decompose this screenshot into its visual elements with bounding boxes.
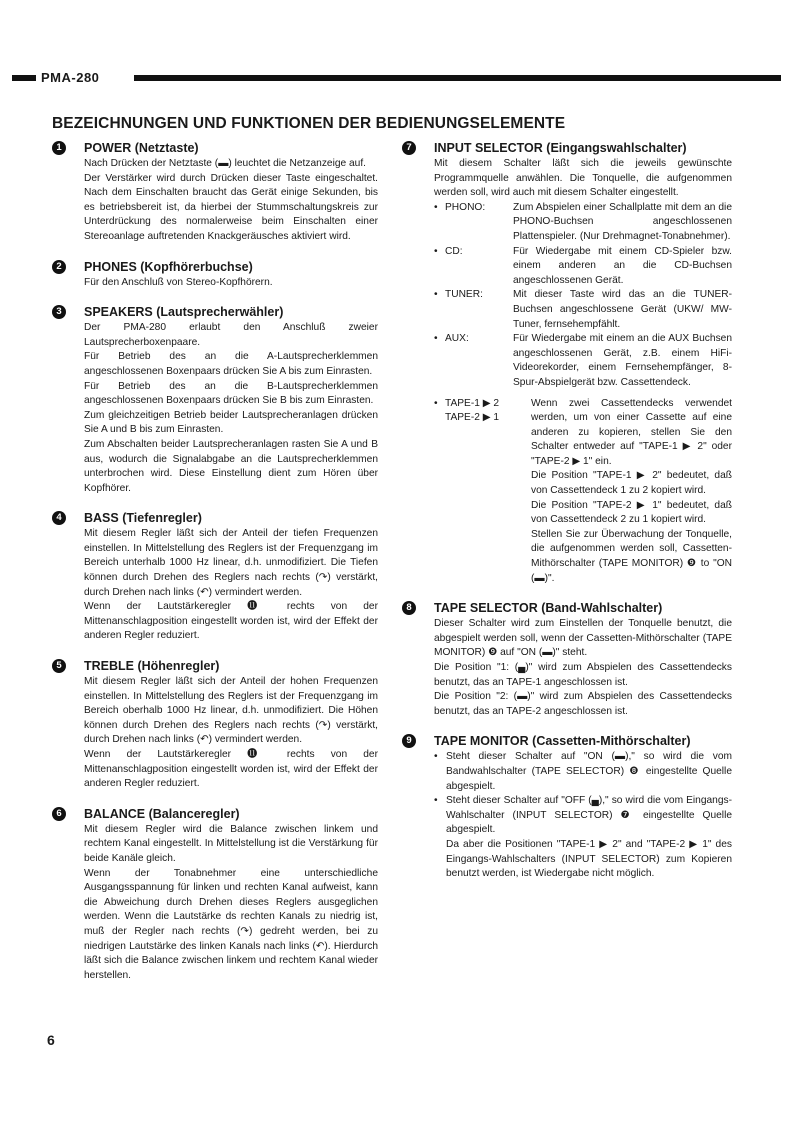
item-text: Da aber die Positionen "TAPE-1 ▶ 2" and "TAPE-2 ▶ 1" des Eingangs-Wahlschalters (INPUT SELECTOR) zum Kopieren benutzt werden, ist Wiedergabe nicht möglich. — [446, 838, 732, 880]
item-label: TUNER: — [445, 289, 483, 301]
bullet: • — [434, 245, 438, 257]
list-item — [434, 794, 732, 882]
section-power — [52, 140, 378, 245]
section-number: 9 — [402, 734, 416, 748]
paragraph: Wenn zwei Cassettendecks verwendet werden, um von einer Cassette auf eine anderen zu kopieren, stellen Sie den Schalter entweder auf "TAPE-1 ▶ 2" oder "TAPE-2 ▶ 1" ein. — [531, 397, 732, 467]
section-tape-selector — [402, 600, 732, 719]
item-label: AUX: — [445, 333, 469, 345]
section-number: 7 — [402, 141, 416, 155]
paragraph: Der PMA-280 erlaubt den Anschluß zweier Lautsprecherboxenpaare. — [84, 322, 378, 348]
bullet: • — [434, 333, 438, 345]
tape-labels — [445, 397, 531, 587]
section-title: TAPE SELECTOR (Band-Wahlschalter) — [434, 601, 663, 616]
model-name: PMA-280 — [41, 70, 103, 85]
section-title: BALANCE (Balanceregler) — [84, 806, 240, 821]
item-text: Mit dieser Taste wird das an die TUNER-Buchsen angeschlossene Gerät (UKW/ MW-Tuner, fernsehempfählt. — [513, 289, 732, 330]
item-text: Steht dieser Schalter auf "ON (▬)," so wird die vom Bandwahlschalter (TAPE SELECTOR) ❽ eingestellte Quelle abgespielt. — [446, 751, 732, 792]
section-title: INPUT SELECTOR (Eingangswahlschalter) — [434, 141, 687, 155]
item-text: Für Wiedergabe mit einem CD-Spieler bzw. einem anderen an die CD-Buchsen angeschlossenen Gerät. — [513, 245, 732, 286]
paragraph: Mit diesem Regler läßt sich der Anteil der hohen Frequenzen einstellen. In Mittelstellung des Reglers ist der Frequenzgang im Bereich oberhalb 1000 Hz linear, d.h. unmodifiziert. Die Höhen können durch Drehen des Reglers nach rechts (↷) verstärkt, durch Drehen nach links (↶) vermindert werden. — [84, 676, 378, 746]
section-title: TAPE MONITOR (Cassetten-Mithörschalter) — [434, 734, 691, 749]
item-text: Zum Abspielen einer Schallplatte mit dem an die PHONO-Buchsen angeschlossenen Plattenspieler. (Nur Drehmagnet-Tonabnehmer). — [513, 201, 732, 242]
section-number: 2 — [52, 260, 66, 274]
section-number: 4 — [52, 511, 66, 525]
list-item — [434, 201, 732, 245]
section-phones — [52, 259, 378, 291]
section-number: 1 — [52, 141, 66, 155]
right-column — [402, 140, 732, 896]
paragraph: Wenn der Lautstärkeregler ⓫ rechts von der Mittenanschlagposition eingestellt worden ist, wird der Effekt der anderen Regler reduziert. — [84, 749, 378, 790]
section-speakers — [52, 304, 378, 496]
section-number: 6 — [52, 807, 66, 821]
paragraph: Für den Anschluß von Stereo-Kopfhörern. — [84, 276, 273, 288]
section-number: 3 — [52, 305, 66, 319]
bullet: • — [434, 201, 438, 213]
section-title: SPEAKERS (Lautsprecherwähler) — [84, 305, 284, 320]
section-title: TREBLE (Höhenregler) — [84, 659, 220, 674]
list-item — [434, 750, 732, 794]
item-label: CD: — [445, 245, 463, 257]
section-number: 8 — [402, 601, 416, 615]
list-item — [434, 245, 732, 289]
bullet: • — [434, 397, 438, 409]
tape-list-item — [434, 397, 732, 587]
section-bass — [52, 510, 378, 644]
bullet: • — [434, 751, 438, 763]
item-text: Für Wiedergabe mit einem an die AUX Buchsen angeschlossenen Gerät, z.B. einem HiFi-Videorekorder, einem Fernsehempfänger, 8-Spur-Abspielgerät bzw. Cassettendeck. — [513, 333, 732, 388]
paragraph: Für Betrieb des an die B-Lautsprecherklemmen angeschlossenen Boxenpaars drücken Sie B bis zum Einrasten. — [84, 380, 378, 407]
paragraph: Die Position "2: (▬)" wird zum Abspielen des Cassettendecks benutzt, das an TAPE-2 angeschlossen ist. — [434, 691, 732, 717]
paragraph: Zum gleichzeitigen Betrieb beider Lautsprecheranlagen drücken Sie A und B bis zum Einrasten. — [84, 409, 378, 436]
section-number: 5 — [52, 659, 66, 673]
paragraph: Mit diesem Regler läßt sich der Anteil der tiefen Frequenzen einstellen. In Mittelstellung des Reglers ist der Frequenzgang im Bereich unterhalb 1000 Hz linear, d.h. unmodifiziert. Die Tiefen können durch Drehen des Reglers nach rechts (↷) verstärkt, durch Drehen nach links (↶) vermindert werden. — [84, 528, 378, 598]
bullet: • — [434, 289, 438, 301]
section-balance — [52, 806, 378, 984]
tape2-label: TAPE-2 ▶ 1 — [445, 412, 500, 424]
left-column — [52, 140, 378, 997]
paragraph: Mit diesem Regler wird die Balance zwischen linkem und rechtem Kanal eingestellt. In Mittelstellung ist die Verstärkung für beide Kanäle gleich. — [84, 823, 378, 864]
header-lead-bar — [12, 75, 36, 81]
header-rule — [134, 75, 781, 81]
item-label: PHONO: — [445, 201, 486, 213]
paragraph: Wenn der Tonabnehmer eine unterschiedliche Ausgangsspannung für linken und rechten Kanal aufweist, kann die Abweichung durch Drehen dieses Reglers ausgeglichen werden. Wenn die Lautstärke ds rechten Kanals zu niedrig ist, muß der Regler nach rechts (↷) gedreht werden, bei zu niedrigen Lautstärke des linken Kanals nach links (↶). Hierdurch läßt sich die Balance zwischen linkem und rechtem Kanal wieder herstellen. — [84, 867, 378, 981]
paragraph: Nach Drücken der Netztaste (▬) leuchtet die Netzanzeige auf. — [84, 158, 366, 169]
tape-text — [531, 397, 732, 587]
section-treble — [52, 658, 378, 792]
section-input-selector — [402, 140, 732, 586]
paragraph: Die Position "TAPE-1 ▶ 2" bedeutet, daß von Cassettendeck 1 zu 2 kopiert wird. — [531, 470, 732, 497]
list-item — [434, 288, 732, 332]
section-title: PHONES (Kopfhörerbuchse) — [84, 259, 253, 274]
paragraph: Zum Abschalten beider Lautsprecheranlagen rasten Sie A und B aus, wodurch die Signalabgabe an die Lautsprecherklemmen unterbrochen wird. Diese Einstellung dient zum Hören über Kopfhörer. — [84, 438, 378, 494]
paragraph: Mit diesem Schalter läßt sich die jeweils gewünschte Programmquelle anwählen. Die Tonquelle, die aufgenommen werden soll, wird auch mit diesem Schalter eingestellt. — [434, 158, 732, 199]
section-title: BASS (Tiefenregler) — [84, 511, 202, 526]
tape1-label: TAPE-1 ▶ 2 — [445, 397, 500, 409]
paragraph: Für Betrieb des an die A-Lautsprecherklemmen angeschlossenen Boxenpaars drücken Sie A bis zum Einrasten. — [84, 351, 378, 377]
header-bar — [12, 71, 781, 85]
section-title: POWER (Netztaste) — [84, 141, 199, 155]
paragraph: Stellen Sie zur Überwachung der Tonquelle, die aufgenommen werden soll, Cassetten-Mithörschalter (TAPE MONITOR) ❾ to "ON (▬)". — [531, 528, 732, 584]
paragraph: Der Verstärker wird durch Drücken dieser Taste eingeschaltet. Nach dem Einschalten braucht das Gerät einige Sekunden, bis es betriebsbereit ist, da hierbei der Stummschaltungskreis zur Unterdrückung des normalerweise beim Einschalten einer Stereoanlage auftretenden Knackgeräusches aktiviert wird. — [84, 172, 378, 242]
section-tape-monitor — [402, 733, 732, 881]
paragraph: Dieser Schalter wird zum Einstellen der Tonquelle benutzt, die abgespielt werden soll, wenn der Cassetten-Mithörschalter (TAPE MONITOR) ❾ auf "ON (▬)" steht. — [434, 618, 732, 659]
bullet: • — [434, 795, 438, 807]
page-number: 6 — [47, 1032, 55, 1048]
item-text: Steht dieser Schalter auf "OFF (▄)," so wird die vom Eingangs-Wahlschalter (INPUT SELECTOR) ❼ eingestellte Quelle abgespielt. — [446, 795, 732, 836]
paragraph: Die Position "TAPE-2 ▶ 1" bedeutet, daß von Cassettendeck 2 zu 1 kopiert wird. — [531, 499, 732, 526]
list-item — [434, 332, 732, 390]
paragraph: Wenn der Lautstärkeregler ⓫ rechts von der Mittenanschlagposition eingestellt worden ist, wird der Effekt der anderen Regler reduziert. — [84, 601, 378, 642]
page-title: BEZEICHNUNGEN UND FUNKTIONEN DER BEDIENUNGSELEMENTE — [52, 115, 566, 132]
item-text-group — [446, 794, 732, 882]
paragraph: Die Position "1: (▄)" wird zum Abspielen des Cassettendecks benutzt, das an TAPE-1 angeschlossen ist. — [434, 662, 732, 688]
